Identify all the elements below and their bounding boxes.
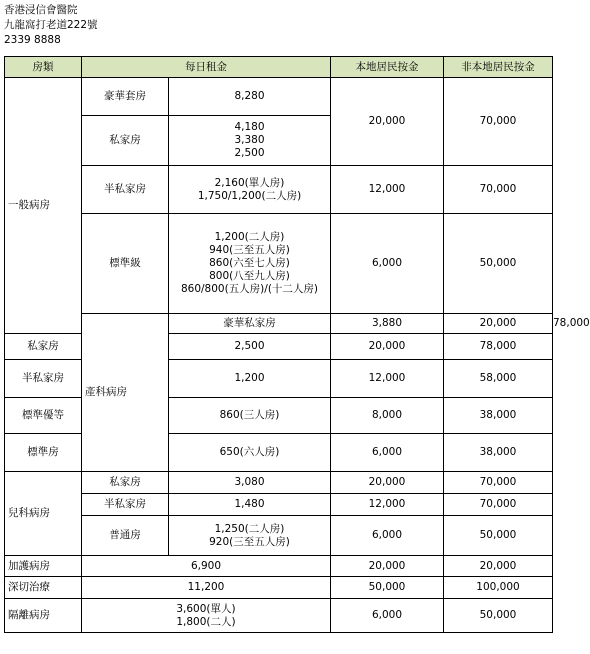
local-deposit-cell: 20,000: [331, 472, 444, 494]
rent-cell: 2,500: [169, 334, 331, 360]
rent-cell: 6,900: [82, 556, 331, 577]
hospital-name: 香港浸信會醫院: [4, 4, 78, 16]
room-label: 半私家房: [5, 360, 82, 398]
local-deposit-cell: 20,000: [444, 314, 553, 334]
header-local-deposit: 本地居民按金: [331, 57, 444, 78]
nonlocal-deposit-cell: 70,000: [444, 494, 553, 516]
rent-line: 940(三至五人房): [209, 244, 290, 256]
room-label: 私家房: [82, 472, 169, 494]
rent-cell: [82, 599, 331, 633]
table-row: [5, 78, 553, 116]
rent-line: 1,250(二人房): [214, 522, 285, 535]
room-label: 標準房: [5, 434, 82, 472]
rent-line: 1,800(二人): [176, 615, 236, 628]
room-label: 標準級: [82, 214, 169, 314]
nonlocal-deposit-cell: 58,000: [444, 360, 553, 398]
nonlocal-deposit-cell: 38,000: [444, 398, 553, 434]
nonlocal-deposit-cell: 70,000: [444, 472, 553, 494]
room-label: 私家房: [82, 116, 169, 166]
room-label: 半私家房: [82, 166, 169, 214]
local-deposit-cell: 12,000: [331, 166, 444, 214]
ward-icu: 加護病房: [5, 556, 82, 577]
local-deposit-cell: 20,000: [331, 334, 444, 360]
room-label: 標準優等: [5, 398, 82, 434]
room-label: 半私家房: [82, 494, 169, 516]
rent-line: 2,160(單人房): [214, 176, 285, 189]
nonlocal-deposit-cell: 50,000: [444, 214, 553, 314]
rent-line: 860(六至七人房): [209, 257, 290, 269]
ward-general: 一般病房: [5, 78, 82, 334]
local-deposit-cell: 50,000: [331, 577, 444, 599]
table-row: [5, 494, 553, 516]
rent-line: 3,600(單人): [176, 602, 236, 615]
rent-line: 2,500: [234, 147, 265, 159]
local-deposit-cell: 12,000: [331, 360, 444, 398]
local-deposit-cell: 20,000: [331, 78, 444, 166]
rent-cell: 1,200: [169, 360, 331, 398]
table-row: [5, 556, 553, 577]
rent-line: 1,750/1,200(二人房): [197, 189, 302, 202]
local-deposit-cell: 12,000: [331, 494, 444, 516]
table-row: [5, 472, 553, 494]
nonlocal-deposit-cell: 50,000: [444, 516, 553, 556]
nonlocal-deposit-cell: 20,000: [444, 556, 553, 577]
header-room-type: 房類: [5, 57, 82, 78]
table-row: [5, 577, 553, 599]
rent-line: 1,200(二人房): [214, 231, 285, 243]
nonlocal-deposit-cell: 70,000: [444, 78, 553, 166]
ward-intensive-care: 深切治療: [5, 577, 82, 599]
table-row: [5, 516, 553, 556]
rent-cell: [169, 516, 331, 556]
rent-cell: [169, 214, 331, 314]
rent-cell: [169, 166, 331, 214]
rent-line: 4,180: [234, 121, 265, 133]
nonlocal-deposit-cell: 70,000: [444, 166, 553, 214]
room-label: 私家房: [5, 334, 82, 360]
room-label: 普通房: [82, 516, 169, 556]
rent-line: 920(三至五人房): [209, 535, 290, 548]
rent-line: 800(八至九人房): [209, 270, 290, 282]
room-rates-table: [4, 56, 590, 633]
rent-line: 3,380: [234, 134, 265, 146]
rent-cell: [169, 116, 331, 166]
local-deposit-cell: 20,000: [331, 556, 444, 577]
rent-cell: 650(六人房): [169, 434, 331, 472]
local-deposit-cell: 8,000: [331, 398, 444, 434]
hospital-phone: 2339 8888: [4, 34, 61, 46]
local-deposit-cell: 6,000: [331, 434, 444, 472]
rent-cell: 11,200: [82, 577, 331, 599]
local-deposit-cell: 6,000: [331, 599, 444, 633]
local-deposit-cell: 6,000: [331, 214, 444, 314]
ward-pediatric: 兒科病房: [5, 472, 82, 556]
header-daily-rent: 每日租金: [82, 57, 331, 78]
rent-cell: 8,280: [169, 78, 331, 116]
room-label: 豪華套房: [82, 78, 169, 116]
ward-maternity: 產科病房: [82, 314, 169, 472]
hospital-header: [4, 3, 98, 48]
local-deposit-cell: 6,000: [331, 516, 444, 556]
header-nonlocal-deposit: 非本地居民按金: [444, 57, 553, 78]
table-row: 產科病房 豪華私家房 3,880 20,000 78,000: [5, 314, 553, 334]
table-header-row: [5, 57, 553, 78]
table-row: [5, 214, 553, 314]
nonlocal-deposit-cell: 100,000: [444, 577, 553, 599]
table-row: [5, 599, 553, 633]
nonlocal-deposit-cell: 78,000: [444, 334, 553, 360]
nonlocal-deposit-cell: 38,000: [444, 434, 553, 472]
nonlocal-deposit-cell: 50,000: [444, 599, 553, 633]
table-row: [5, 166, 553, 214]
rent-cell: 3,880: [331, 314, 444, 334]
hospital-address: 九龍窩打老道222號: [4, 19, 98, 31]
rent-line: 860/800(五人房)/(十二人房): [180, 283, 319, 295]
rent-cell: 3,080: [169, 472, 331, 494]
rent-cell: 860(三人房): [169, 398, 331, 434]
rent-cell: 1,480: [169, 494, 331, 516]
room-label: 豪華私家房: [169, 314, 331, 334]
ward-isolation: 隔離病房: [5, 599, 82, 633]
